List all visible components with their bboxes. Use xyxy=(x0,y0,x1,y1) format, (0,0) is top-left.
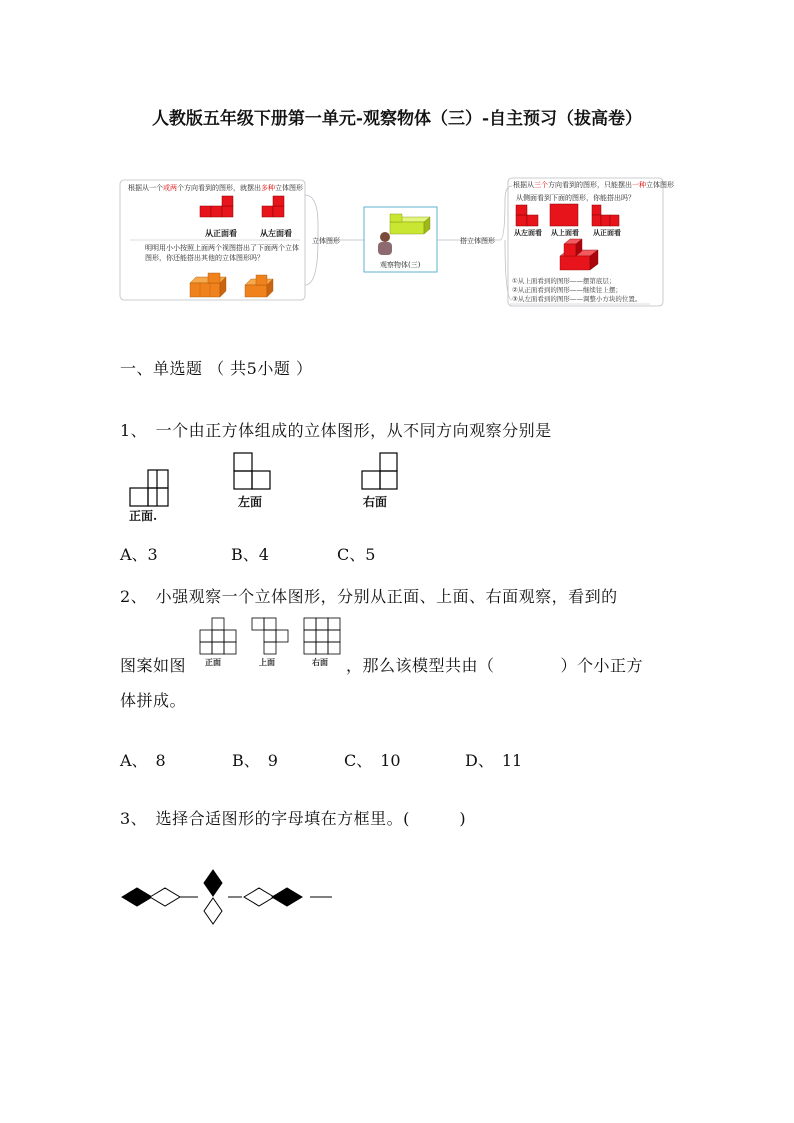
node-solid-figure: 立体图形 xyxy=(312,237,340,245)
q2-label-right: 右面 xyxy=(312,658,328,667)
right-heading-red2: 一种 xyxy=(632,181,646,189)
red-view-top-icon xyxy=(550,204,580,228)
right-heading-mid: 方向看到的图形，只能摆出 xyxy=(548,181,632,189)
q2-option-c[interactable]: C、 10 xyxy=(344,751,401,770)
q2-option-d[interactable]: D、 11 xyxy=(465,751,523,770)
q1-right-view-figure xyxy=(361,452,401,492)
q3-stem: 3、 选择合适图形的字母填在方框里。( ) xyxy=(120,809,467,828)
right-caption-left: 从左面看 xyxy=(514,229,542,237)
q1-left-view-figure xyxy=(233,452,273,492)
step-1: ①从上面看到的图形——摆第底层； xyxy=(512,277,616,285)
red-view-left-icon xyxy=(516,205,542,227)
right-caption-top: 从上面看 xyxy=(551,229,579,237)
q2-label-front: 正面 xyxy=(205,658,221,667)
q2-stem-line1: 2、 小强观察一个立体图形，分别从正面、上面、右面观察，看到的 xyxy=(120,587,618,606)
left-heading-end: 立体图形 xyxy=(275,184,303,192)
right-heading-text: 根据从 xyxy=(513,181,534,189)
mindmap-left-frame xyxy=(0,0,794,330)
q2-stem-post: ，那么该模型共由（ ）个小正方 xyxy=(346,656,644,675)
q1-stem: 1、 一个由正方体组成的立体图形，从不同方向观察分别是 xyxy=(120,421,552,440)
left-caption-left: 从左面看 xyxy=(260,228,292,238)
q2-stem-line3: 体拼成。 xyxy=(120,691,187,710)
step-2: ②从正面看到的图形——继续往上摆； xyxy=(512,286,622,294)
q1-option-a[interactable]: A、3 xyxy=(120,545,158,564)
q1-label-left: 左面 xyxy=(238,495,263,509)
mindmap-right-heading xyxy=(513,180,674,190)
q2-option-b[interactable]: B、 9 xyxy=(232,751,278,770)
q2-stem-pre: 图案如图 xyxy=(120,656,187,675)
right-heading-red: 三个 xyxy=(534,181,548,189)
left-question: 明明用小小按照上面两个视图搭出了下面两个立体图形，你还能搭出其他的立体图形吗？ xyxy=(145,244,299,262)
left-heading-red2: 多种 xyxy=(261,184,275,192)
q1-label-front: 正面. xyxy=(129,509,158,523)
center-label: 观察物体(三) xyxy=(380,261,421,269)
left-heading-text: 根据从一个 xyxy=(128,184,163,192)
orange-block-2-icon xyxy=(245,275,281,299)
section-heading: 一、单选题 （ 共5小题 ） xyxy=(120,359,313,378)
step-3: ③从左面看到的图形——调整小方块的位置。 xyxy=(512,295,642,303)
mindmap-left-heading xyxy=(128,183,303,193)
node-build-figure: 搭立体图形 xyxy=(460,237,495,245)
q1-option-b[interactable]: B、4 xyxy=(231,545,269,564)
q3-pattern-sequence xyxy=(120,866,340,928)
right-heading-end: 立体图形 xyxy=(646,181,674,189)
red-left-view-icon xyxy=(262,196,292,220)
q1-option-c[interactable]: C、5 xyxy=(337,545,376,564)
page-title: 人教版五年级下册第一单元-观察物体（三）-自主预习（拔高卷） xyxy=(151,109,643,129)
right-subheading: 从侧面看到下面的图形，你能搭出吗？ xyxy=(516,194,635,202)
left-caption-front: 从正面看 xyxy=(205,228,237,238)
red-front-view-icon xyxy=(200,196,240,220)
center-person-icon xyxy=(376,231,396,257)
right-caption-front: 从正面看 xyxy=(593,229,621,237)
red-view-front-icon xyxy=(592,205,620,227)
red-3d-block-icon xyxy=(556,238,606,274)
q1-front-view-figure xyxy=(130,468,175,508)
mind-map xyxy=(0,0,794,330)
orange-block-1-icon xyxy=(190,273,236,299)
left-heading-red: 或两 xyxy=(163,184,177,192)
left-heading-text2: 个方向看到的图形，就摆出 xyxy=(177,184,261,192)
q2-option-a[interactable]: A、 8 xyxy=(120,751,166,770)
q2-label-top: 上面 xyxy=(259,658,275,667)
q1-label-right: 右面 xyxy=(363,495,388,509)
